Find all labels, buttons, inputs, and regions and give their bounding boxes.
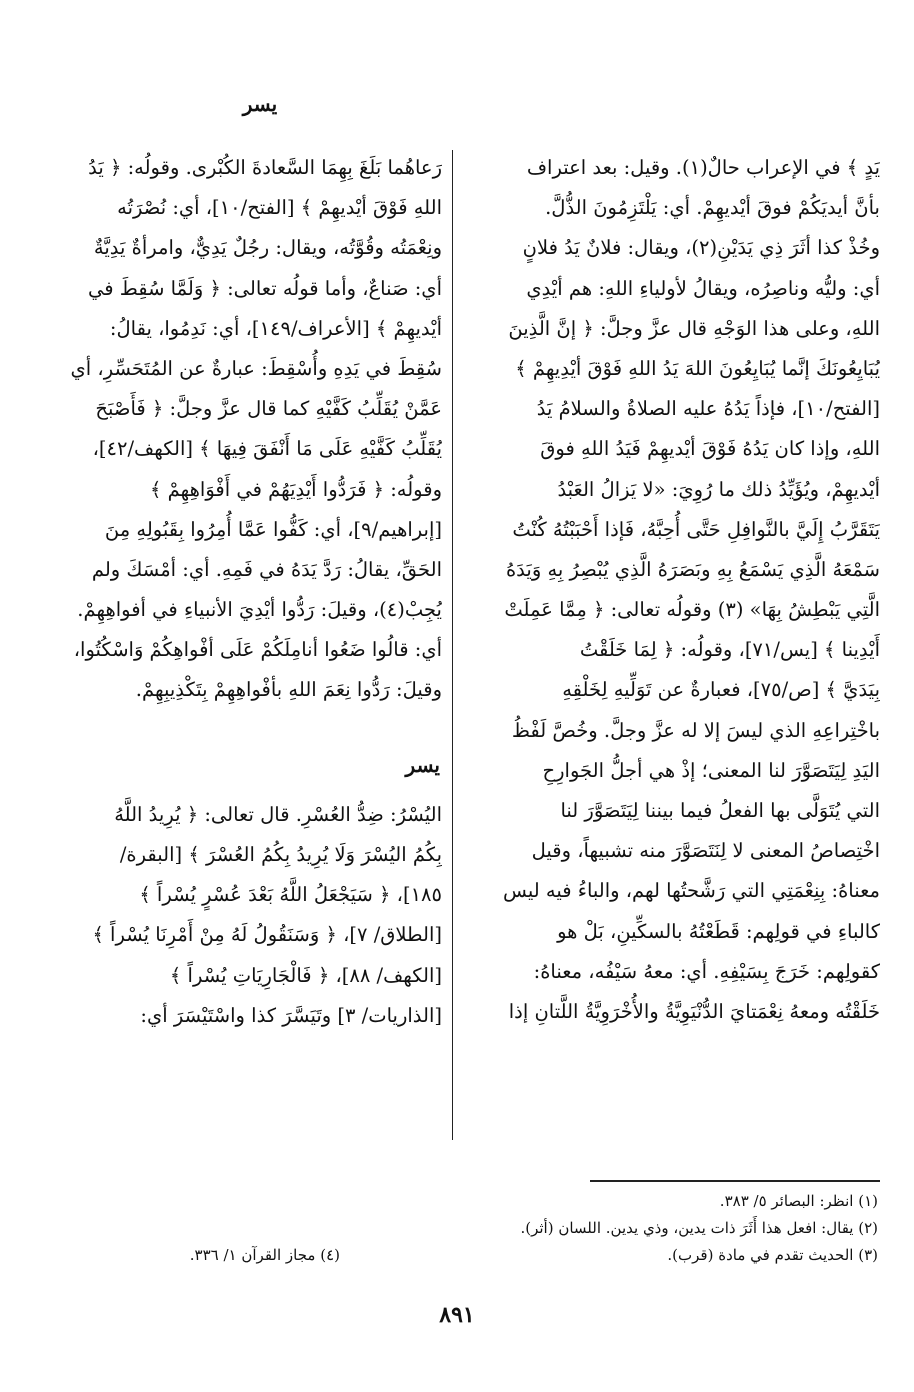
text-line: باخْتِراعِهِ الذي ليسَ إلا له عزَّ وجلَّ. وخُصَّ لَفْظُ xyxy=(511,718,880,742)
text-line: [الذاريات/ ٣] وتَيَسَّرَ كذا واسْتَيْسَرَ أي: xyxy=(140,1003,442,1027)
text-line: اليُسْرُ: ضِدُّ العُسْرِ. قال تعالى: ﴿ يُرِيدُ اللَّهُ xyxy=(114,802,442,826)
text-line: خَلَقْتُه ومعهُ نِعْمَتايَ الدُّنْيَوِيَّةُ والأُخْرَوِيَّةُ اللَّتانِ إذا xyxy=(508,999,880,1023)
page-number: ٨٩١ xyxy=(439,1302,475,1328)
text-line: أيْديهِمْ، ويُؤَيِّدُ ذلك ما رُوِيَ: «لا يَزالُ العَبْدُ xyxy=(557,477,880,501)
footnote: (٣) الحديث تقدم في مادة (قرب). xyxy=(667,1246,878,1264)
text-line: أيْديهِمْ ﴾ [الأعراف/١٤٩]، أي: نَدِمُوا، يقالُ: xyxy=(109,316,442,340)
text-line: يُبَايِعُونَكَ إنَّما يُبَايِعُونَ اللهَ يَدُ اللهِ فَوْقَ أيْدِيهِمْ ﴾ xyxy=(515,356,880,380)
text-line: سَمْعَهُ الَّذِي يَسْمَعُ بِهِ وبَصَرَهُ الَّذِي يُبْصِرُ بِهِ وَيَدَهُ xyxy=(505,557,880,581)
footnote-rule xyxy=(590,1180,880,1182)
text-line: عَمَّنْ يُقَلِّبُ كَفَّيْهِ كما قال عزَّ وجلَّ: ﴿ فَأَصْبَحَ xyxy=(95,397,442,421)
text-line: بأنَّ أيديَكُمْ فوقَ أيْديهِمْ. أي: يَلْتَزِمُونَ الذُّلَّ. xyxy=(545,196,880,220)
running-head: يسر xyxy=(242,92,278,116)
text-line: أي: قالُوا ضَعُوا أنامِلَكُمْ عَلَى أفْواهِكُمْ وَاسْكُتُوا، xyxy=(73,638,442,662)
text-line: اليَدِ لِيَتَصَوَّرَ لنا المعنى؛ إذْ هي أجلُّ الجَوارِحِ xyxy=(542,758,880,782)
text-line: كالباءِ في قولِهم: قَطَعْتُهُ بالسكِّينِ، بَلْ هو xyxy=(557,919,880,943)
text-line: أي: صَناعٌ، وأما قولُه تعالى: ﴿ وَلَمَّا سُقِطَ في xyxy=(88,276,442,300)
left-column xyxy=(30,148,442,1036)
text-line: وخُذْ كذا أثَرَ ذِي يَدَيْنِ(٢)، ويقال: فلانٌ يَدُ فلانٍ xyxy=(522,236,880,260)
text-line: اخْتِصاصُ المعنى لا لِنَتَصَوَّرَ منه تشبيهاً، وقيل xyxy=(531,839,880,863)
text-line: بِكُمُ اليُسْرَ وَلَا يُرِيدُ بِكُمُ العُسْرَ ﴾ [البقرة/ xyxy=(119,843,442,867)
text-line: وقولُه: ﴿ فَرَدُّوا أَيْدِيَهُمْ في أَفْوَاهِهِمْ ﴾ xyxy=(150,477,442,501)
footnotes xyxy=(318,1188,878,1269)
text-line: يَدٍ ﴾ في الإعراب حالٌ(١). وقيل: بعد اعتراف xyxy=(526,156,880,179)
text-line: كقولِهم: خَرَجَ بِسَيْفِهِ. أي: معهُ سَيْفُه، معناهُ: xyxy=(533,959,880,983)
footnote: (٢) يقال: افعل هذا أَثَرَ ذات يدين، وذي يدين. اللسان (أثر). xyxy=(520,1219,878,1237)
text-line: [الكهف/ ٨٨]، ﴿ فَالْجَارِيَاتِ يُسْراً ﴾ xyxy=(169,963,442,987)
text-line: رَعاهُما بَلَغَ بِهِمَا السَّعادةَ الكُبْرى. وقولُه: ﴿ يَدُ xyxy=(88,156,442,179)
text-line: يُجِبْ(٤)، وقيلَ: رَدُّوا أيْدِيَ الأنبياءِ في أفواهِهِمْ. xyxy=(77,598,442,622)
column-divider xyxy=(452,150,453,1140)
text-line: ١٨٥]، ﴿ سَيَجْعَلُ اللَّهُ بَعْدَ عُسْرٍ يُسْراً ﴾ xyxy=(139,883,442,907)
footnote-4: (٤) مجاز القرآن ١/ ٣٣٦. xyxy=(189,1246,340,1264)
text-line: الحَقِّ، يقالُ: رَدَّ يَدَهُ في فَمِهِ. أي: أمْسَكَ ولم xyxy=(91,557,442,581)
text-line: التي يُتَوَلَّى بها الفعلُ فيما بيننا لِيَتَصَوَّرَ لنا xyxy=(560,799,880,822)
text-line: أي: وليُّه وناصِرُه، ويقالُ لأولياءِ اللهِ: هم أيْدِي xyxy=(526,276,880,300)
text-line: اللهِ، وعلى هذا الوَجْهِ قال عزَّ وجلَّ: ﴿ إنَّ الَّذِينَ xyxy=(508,316,880,340)
text-line: ونِعْمَتُه وقُوَّتُه، ويقال: رجُلٌ يَدِيٌّ، وامرأةٌ يَدِيَّةٌ xyxy=(93,236,442,260)
right-column xyxy=(462,148,880,1032)
text-line: الَّتِي يَبْطِشُ بِهَا» (٣) وقولُه تعالى: ﴿ مِمَّا عَمِلَتْ xyxy=(504,598,880,622)
text-line: [إبراهيم/٩]، أي: كَفُّوا عَمَّا أُمِرُوا بِقَبُولِهِ مِنَ xyxy=(104,517,442,541)
footnote: (١) انظر: البصائر ٥/ ٣٨٣. xyxy=(719,1192,878,1210)
text-line: سُقِطَ في يَدِهِ وأُسْقِطَ: عبارةٌ عن المُتَحَسِّرِ، أي xyxy=(70,356,442,380)
text-line: يُقَلِّبُ كَفَّيْهِ عَلَى مَا أَنْفَقَ فِيهَا ﴾ [الكهف/٤٢]، xyxy=(92,437,442,461)
text-line: اللهِ فَوْقَ أيْديهِمْ ﴾ [الفتح/١٠]، أي: نُصْرَتُه xyxy=(117,196,442,220)
text-line: وقيلَ: رَدُّوا نِعَمَ اللهِ بأفْواهِهِمْ بِتَكْذِيبِهِمْ. xyxy=(135,678,442,702)
text-line: معناهُ: بِنِعْمَتِي التي رَشَّحتُها لهم، والباءُ فيه ليس xyxy=(503,879,880,903)
text-line: [الفتح/١٠]، فإذاً يَدُهُ عليه الصلاةُ والسلامُ يَدُ xyxy=(536,397,880,421)
entry-heading: يسر xyxy=(405,752,440,777)
text-line: أَيْدِينا ﴾ [يس/٧١]، وقولُه: ﴿ لِمَا خَلَقْتُ xyxy=(579,638,880,662)
text-line: بِيَدَيَّ ﴾ [ص/٧٥]، فعبارةٌ عن تَوَلِّيهِ لِخَلْقِهِ xyxy=(562,678,880,702)
text-line: يَتَقَرَّبُ إِلَيَّ بالنَّوافِلِ حَتَّى أُحِبَّهُ، فَإذا أَحْبَبْتُهُ كُنْتُ xyxy=(512,517,880,541)
text-line: اللهِ، وإذا كان يَدُهُ فَوْقَ أيْديهِمْ فَيَدُ اللهِ فوقَ xyxy=(540,437,880,461)
text-line: [الطلاق/ ٧]، ﴿ وَسَنَقُولُ لَهُ مِنْ أَمْرِنَا يُسْراً ﴾ xyxy=(92,923,442,947)
